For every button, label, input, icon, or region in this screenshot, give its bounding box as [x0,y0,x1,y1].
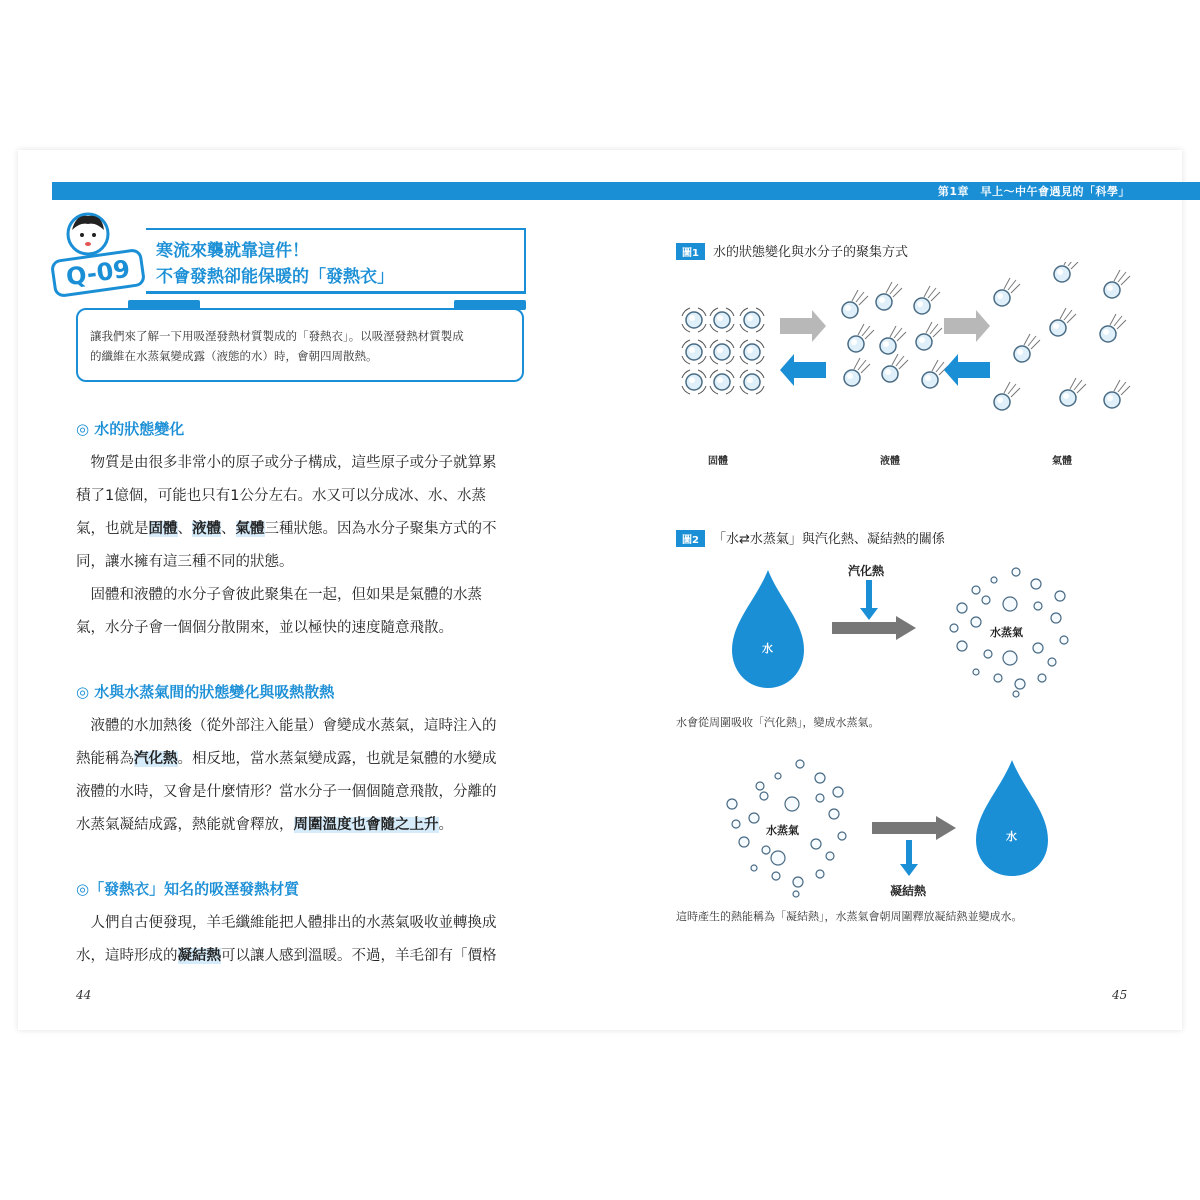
condensation-heat-label: 凝結熱 [890,884,927,898]
page-number-right: 45 [1112,988,1128,1002]
water-drop-icon [732,570,804,688]
paragraph-line: 熱能稱為汽化熱。相反地，當水蒸氣變成露，也就是氣體的水變成 [76,751,497,767]
state-label-liquid: 液體 [880,456,900,467]
highlight-term: 氣體 [235,521,265,537]
water-drop-icon [976,760,1048,876]
figure-2-evaporation-diagram [726,560,1086,705]
state-label-gas: 氣體 [1052,456,1072,467]
figure-2-caption-1: 水會從周圍吸收「汽化熱」，變成水蒸氣。 [676,716,880,729]
highlight-term: 固體 [148,521,178,537]
paragraph-line: 水，這時形成的凝結熱可以讓人感到溫暖。不過，羊毛卻有「價格 [76,948,497,964]
paragraph-line: 人們自古便發現，羊毛纖維能把人體排出的水蒸氣吸收並轉換成 [76,915,497,931]
water-label-top: 水 [762,642,773,655]
paragraph-line: 積了1億個，可能也只有1公分左右。水又可以分成冰、水、水蒸 [76,488,486,504]
question-number: Q-09 [64,254,132,292]
figure-1-tag: 圖1 [676,243,705,260]
highlight-term: 液體 [192,521,221,537]
paragraph-line: 固體和液體的水分子會彼此聚集在一起，但如果是氣體的水蒸 [76,587,482,603]
vaporization-heat-label: 汽化熱 [848,564,885,578]
section-heading-heat: ◎ 水與水蒸氣間的狀態變化與吸熱散熱 [76,683,335,701]
section-heading-state-change: ◎ 水的狀態變化 [76,420,185,438]
paragraph-line: 液體的水加熱後（從外部注入能量）會變成水蒸氣，這時注入的 [76,718,497,734]
paragraph-line: 物質是由很多非常小的原子或分子構成，這些原子或分子就算累 [76,455,497,471]
title-line-2: 不會發熱卻能保暖的「發熱衣」 [156,267,394,287]
paragraph-line: 氣，水分子會一個個分散開來，並以極快的速度隨意飛散。 [76,620,453,636]
intro-line-2: 的纖維在水蒸氣變成露（液態的水）時，會朝四周散熱。 [90,349,378,363]
figure-2-title: 圖2 「水⇄水蒸氣」與汽化熱、凝結熱的關係 [676,528,945,547]
intro-line-1: 讓我們來了解一下用吸溼發熱材質製成的「發熱衣」。以吸溼發熱材質製成 [90,329,464,343]
highlight-term: 汽化熱 [134,751,178,767]
vapor-label-top: 水蒸氣 [990,626,1023,639]
chapter-title: 第1章 早上～中午會遇見的「科學」 [937,185,1130,198]
section-heading-material: ◎「發熱衣」知名的吸溼發熱材質 [76,880,300,898]
highlight-term: 周圍溫度也會隨之上升 [293,817,439,833]
figure-2-caption-2: 這時產生的熱能稱為「凝結熱」，水蒸氣會朝周圍釋放凝結熱並變成水。 [676,910,1023,923]
highlight-term: 凝結熱 [177,948,221,964]
figure-2-tag: 圖2 [676,530,705,547]
title-line-1: 寒流來襲就靠這件！ [156,241,309,261]
chapter-header-bar [52,182,1200,200]
water-label-bottom: 水 [1006,830,1017,843]
figure-1-title: 圖1 水的狀態變化與水分子的聚集方式 [676,241,908,260]
figure-1-molecule-diagram [672,262,1132,442]
paragraph-line: 液體的水時，又會是什麼情形？當水分子一個個隨意飛散，分離的 [76,784,497,800]
page-number-left: 44 [76,988,92,1002]
paragraph-line: 同，讓水擁有這三種不同的狀態。 [76,554,294,570]
paragraph-line: 氣，也就是固體、液體、氣體三種狀態。因為水分子聚集方式的不 [76,521,497,537]
intro-box [76,308,524,382]
paragraph-line: 水蒸氣凝結成露，熱能就會釋放，周圍溫度也會隨之上升。 [76,817,453,833]
state-label-solid: 固體 [708,456,728,467]
vapor-label-bottom: 水蒸氣 [766,824,799,837]
